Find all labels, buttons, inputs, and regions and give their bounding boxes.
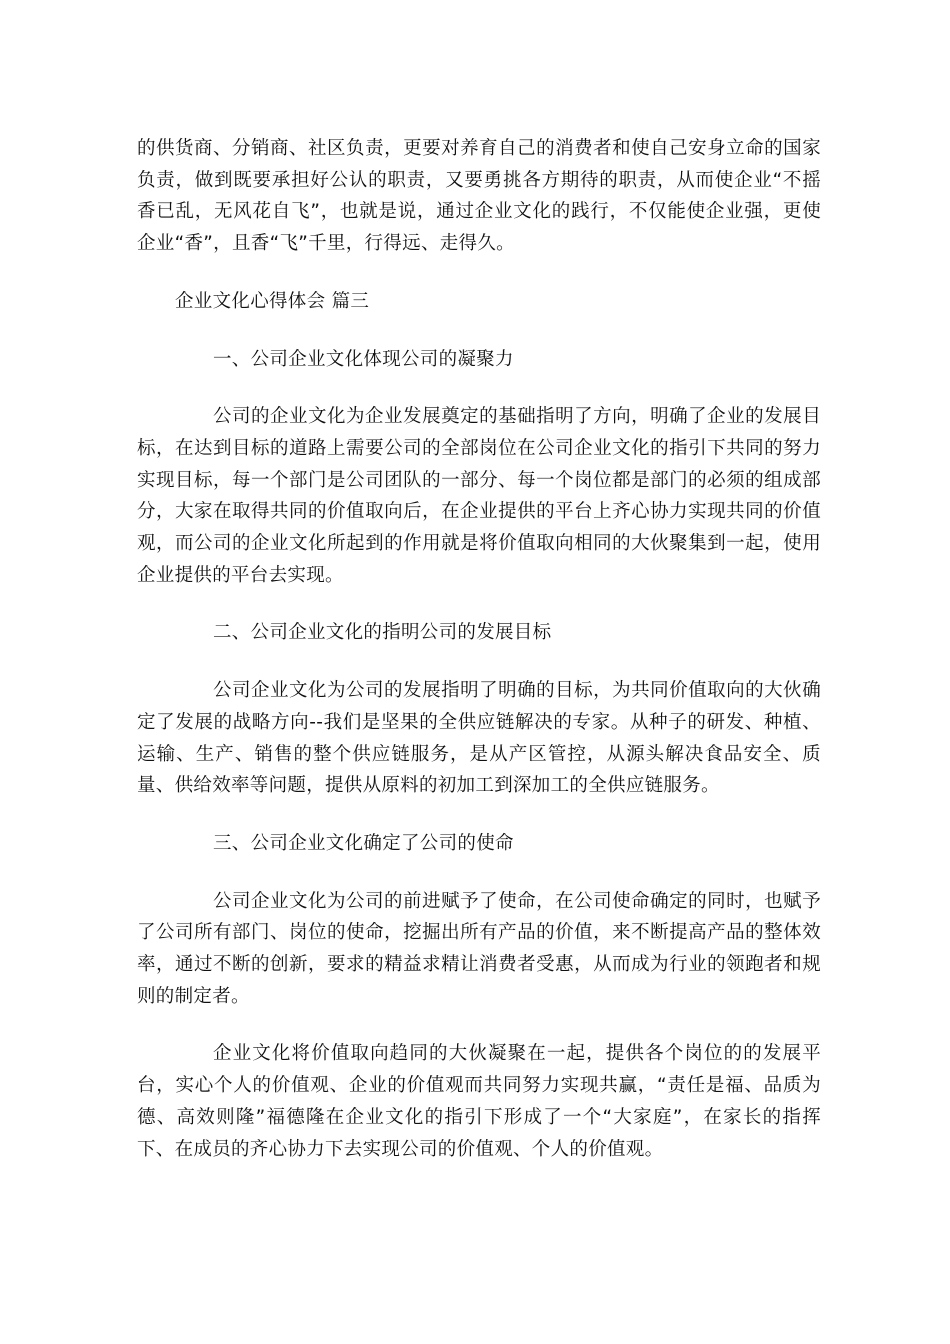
heading-3: 三、公司企业文化确定了公司的使命 — [213, 832, 514, 854]
paragraph-conclusion: 企业文化将价值取向趋同的大伙凝聚在一起，提供各个岗位的的发展平台，实心个人的价值观、企业的价值观而共同努力实现共赢，“责任是福、品质为德、高效则隆”福德隆在企业文化的指引下形成了一个“大家庭”，在家长的指挥下、在成员的齐心协力下去实现公司的价值观、个人的价值观。 — [137, 1043, 821, 1160]
paragraph-cohesion: 公司的企业文化为企业发展奠定的基础指明了方向，明确了企业的发展目标，在达到目标的道路上需要公司的全部岗位在公司企业文化的指引下共同的努力实现目标，每一个部门是公司团队的一部分、每一个岗位都是部门的必须的组成部分，大家在取得共同的价值取向后，在企业提供的平台上齐心协力实现共同的价值观，而公司的企业文化所起到的作用就是将价值取向相同的大伙聚集到一起，使用企业提供的平台去实现。 — [137, 406, 821, 586]
section-title: 企业文化心得体会 篇三 — [175, 290, 370, 312]
heading-2: 二、公司企业文化的指明公司的发展目标 — [213, 622, 552, 644]
paragraph-goals: 公司企业文化为公司的发展指明了明确的目标，为共同价值取向的大伙确定了发展的战略方向--我们是坚果的全供应链解决的专家。从种子的研发、种植、运输、生产、销售的整个供应链服务，是从产区管控，从源头解决食品安全、质量、供给效率等问题，提供从原料的初加工到深加工的全供应链服务。 — [137, 680, 821, 797]
document-body — [137, 133, 821, 1191]
paragraph-continuation: 的供货商、分销商、社区负责，更要对养育自己的消费者和使自己安身立命的国家负责，做到既要承担好公认的职责，又要勇挑各方期待的职责，从而使企业“不摇香已乱，无风花自飞”，也就是说，通过企业文化的践行，不仅能使企业强，更使企业“香”，且香“飞”千里，行得远、走得久。 — [137, 138, 821, 255]
paragraph-mission: 公司企业文化为公司的前进赋予了使命，在公司使命确定的同时，也赋予了公司所有部门、岗位的使命，挖掘出所有产品的价值，来不断提高产品的整体效率，通过不断的创新，要求的精益求精让消费者受惠，从而成为行业的领跑者和规则的制定者。 — [137, 890, 821, 1007]
heading-1: 一、公司企业文化体现公司的凝聚力 — [213, 348, 514, 370]
